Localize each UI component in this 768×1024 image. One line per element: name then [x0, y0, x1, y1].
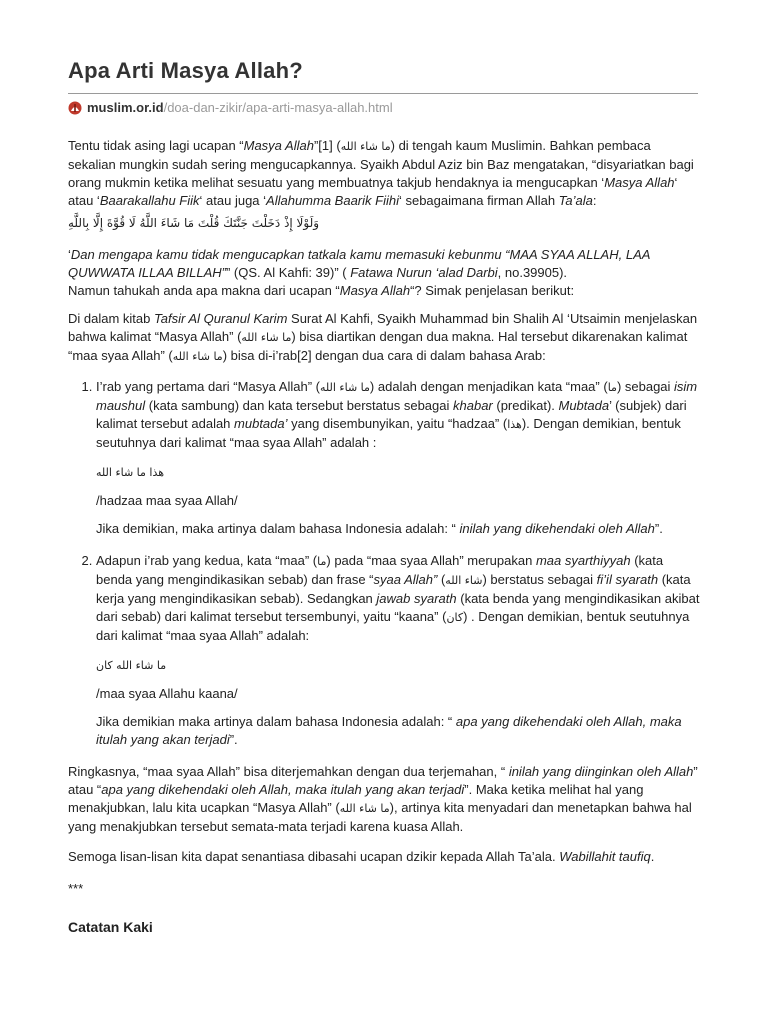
meaning: Jika demikian, maka artinya dalam bahasa Indonesia adalah: “ inilah yang dikehendaki oleh Allah”. [96, 521, 663, 536]
article-body [68, 137, 700, 936]
irab-list [68, 378, 700, 749]
meaning: Jika demikian maka artinya dalam bahasa Indonesia adalah: “ apa yang dikehendaki oleh Allah, maka itulah yang akan terjadi”. [96, 714, 682, 747]
source-path[interactable]: /doa-dan-zikir/apa-arti-masya-allah.html [163, 100, 393, 115]
quran-verse: وَلَوْلَا إِذْ دَخَلْتَ جَنَّتَكَ قُلْتَ مَا شَاءَ اللَّهُ لَا قُوَّةَ إِلَّا بِاللَّهِ [68, 216, 320, 230]
tafsir-paragraph: Di dalam kitab Tafsir Al Quranul Karim Surat Al Kahfi, Syaikh Muhammad bin Shalih Al ‘Utsaimin menjelaskan bahwa kalimat “Masya Allah” (ما شاء الله) bisa diartikan dengan dua makna. Hal tersebut dikarenakan kalimat “maa syaa Allah” (ما شاء الله) bisa di-i’rab[2] dengan dua cara di dalam bahasa Arab: [68, 311, 698, 363]
arabic-sentence: ما شاء الله كان [96, 659, 167, 672]
transliteration: /maa syaa Allahu kaana/ [96, 686, 238, 701]
footnote-heading: Catatan Kaki [68, 919, 153, 935]
separator: *** [68, 881, 84, 896]
summary-paragraph: Ringkasnya, “maa syaa Allah” bisa diterjemahkan dengan dua terjemahan, “ inilah yang diinginkan oleh Allah” atau “apa yang dikehendaki oleh Allah, maka itulah yang akan terjadi”. Maka ketika melihat hal yang menakjubkan, lalu kita ucapkan “Masya Allah” (ما شاء الله), artinya kita menyadari dan menetapkan bahwa hal yang menakjubkan tersebut semata-mata terjadi karena kuasa Allah. [68, 764, 698, 834]
intro-paragraph: Tentu tidak asing lagi ucapan “Masya Allah”[1] (ما شاء الله) di tengah kaum Muslimin. Bahkan pembaca sekalian mungkin sudah sering mengucapkannya. Syaikh Abdul Aziz bin Baz mengatakan, “disyariatkan bagi orang mukmin ketika melihat sesuatu yang membuatnya takjub hendaknya ia mengucapkan ‘Masya Allah‘ atau ‘Baarakallahu Fiik‘ atau juga ‘Allahumma Baarik Fiihi‘ sebagaimana firman Allah Ta’ala: [68, 138, 694, 208]
source-domain[interactable]: muslim.or.id [87, 100, 164, 115]
transliteration: /hadzaa maa syaa Allah/ [96, 493, 238, 508]
closing-paragraph: Semoga lisan-lisan kita dapat senantiasa dibasahi ucapan dzikir kepada Allah Ta’ala. Wabillahit taufiq. [68, 849, 655, 864]
list-item: 1. I’rab yang pertama dari “Masya Allah” (ما شاء الله) adalah dengan menjadikan kata “maa” (ما) sebagai isim maushul (kata sambung) dan kata tersebut berstatus sebagai khabar (predikat). Mubtada’ (subjek) dari kalimat tersebut adalah mubtada’ yang disembunyikan, yaitu “hadzaa” (هذا). Dengan demikian, bentuk seutuhnya dari kalimat “maa syaa Allah” adalah : هذا ما شاء الله /hadzaa maa syaa Allah/ Jika demikian, maka artinya dalam bahasa Indonesia adalah: “ inilah yang dikehendaki oleh Allah”. [96, 378, 700, 538]
page-title: Apa Arti Masya Allah? [68, 58, 303, 83]
verse-translation-paragraph: ‘Dan mengapa kamu tidak mengucapkan tatkala kamu memasuki kebunmu “MAA SYAA ALLAH, LAA QUWWATA ILLAA BILLAH”” (QS. Al Kahfi: 39)” ( Fatawa Nurun ‘alad Darbi, no.39905). Namun tahukah anda apa makna dari ucapan “Masya Allah“? Simak penjelasan berikut: [68, 247, 650, 298]
site-logo-icon [68, 101, 82, 115]
arabic-sentence: هذا ما شاء الله [96, 466, 165, 479]
title-divider [68, 93, 698, 94]
source-link[interactable] [68, 99, 393, 117]
list-item: 2. Adapun i’rab yang kedua, kata “maa” (ما) pada “maa syaa Allah” merupakan maa syarthiyyah (kata benda yang mengindikasikan sebab) dan frase “syaa Allah” (شاء الله) berstatus sebagai fi’il syarath (kata kerja yang mengindikasikan sebab). Sedangkan jawab syarath (kata benda yang mengindikasikan akibat dari sebab) dari kalimat tersebut tersembunyi, yaitu “kaana” (كان) . Dengan demikian, bentuk seutuhnya dari kalimat “maa syaa Allah” adalah: ما شاء الله كان /maa syaa Allahu kaana/ Jika demikian maka artinya dalam bahasa Indonesia adalah: “ apa yang dikehendaki oleh Allah, maka itulah yang akan terjadi”. [96, 552, 700, 749]
